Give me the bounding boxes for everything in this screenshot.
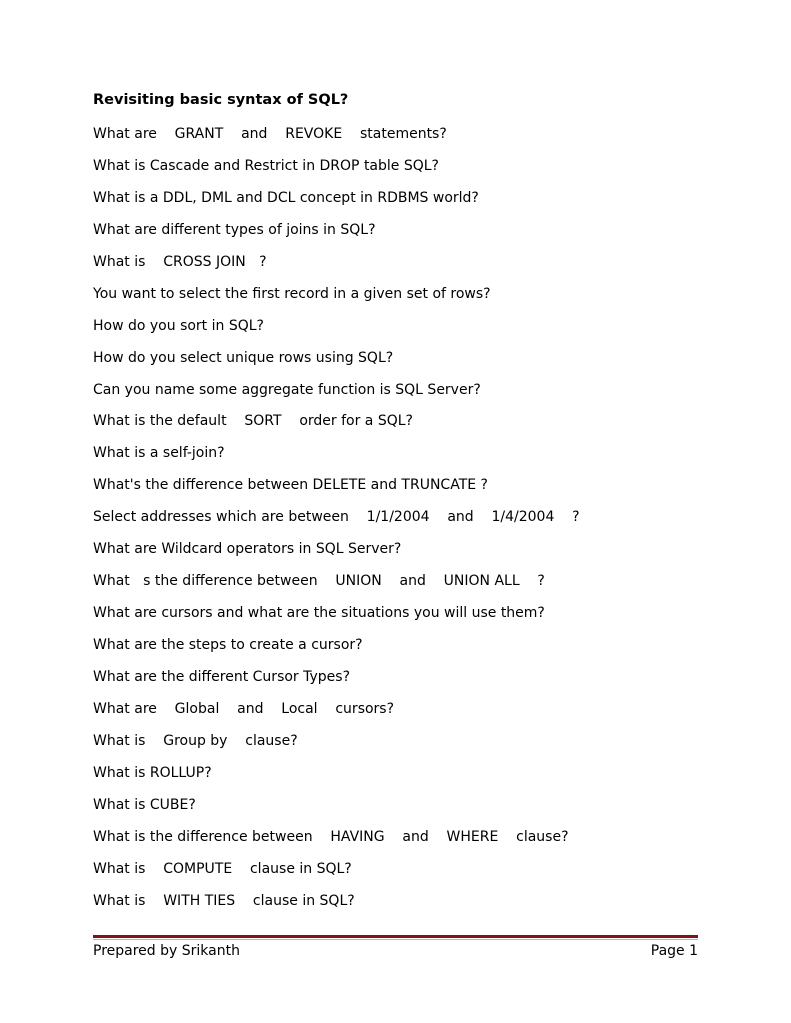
footer-rule-thin (93, 939, 698, 940)
question-item: What is the difference between HAVING and WHERE clause? (93, 828, 569, 845)
question-item: What is a self-join? (93, 445, 225, 462)
question-item: What is Cascade and Restrict in DROP table SQL? (93, 157, 439, 174)
question-item: Select addresses which are between 1/1/2004 and 1/4/2004 ? (93, 509, 580, 526)
question-item: What is COMPUTE clause in SQL? (93, 860, 352, 877)
question-item: How do you select unique rows using SQL? (93, 349, 394, 366)
question-item: What are Global and Local cursors? (93, 700, 395, 717)
question-item: What is a DDL, DML and DCL concept in RDBMS world? (93, 189, 479, 206)
question-item: What are cursors and what are the situations you will use them? (93, 605, 545, 622)
question-item: What is CUBE? (93, 796, 196, 813)
footer-rule (93, 935, 698, 938)
question-item: What is CROSS JOIN ? (93, 253, 267, 270)
question-item: What are different types of joins in SQL? (93, 221, 376, 238)
question-list (93, 125, 580, 923)
footer-author: Prepared by Srikanth (93, 943, 240, 959)
question-item: What is the default SORT order for a SQL? (93, 413, 413, 430)
question-item: What is ROLLUP? (93, 764, 212, 781)
question-item: What are the steps to create a cursor? (93, 637, 363, 653)
page-title: Revisiting basic syntax of SQL? (93, 92, 349, 108)
question-item: What s the difference between UNION and UNION ALL ? (93, 573, 545, 590)
question-item: You want to select the first record in a given set of rows? (93, 285, 491, 302)
question-item: What's the difference between DELETE and TRUNCATE ? (93, 477, 488, 494)
question-item: What is WITH TIES clause in SQL? (93, 892, 355, 909)
question-item: How do you sort in SQL? (93, 317, 264, 334)
footer-page-number: Page 1 (650, 943, 698, 959)
question-item: What are Wildcard operators in SQL Server? (93, 541, 402, 558)
question-item: What is Group by clause? (93, 732, 298, 749)
question-item: Can you name some aggregate function is SQL Server? (93, 381, 481, 398)
question-item: What are the different Cursor Types? (93, 668, 351, 685)
question-item: What are GRANT and REVOKE statements? (93, 126, 447, 142)
